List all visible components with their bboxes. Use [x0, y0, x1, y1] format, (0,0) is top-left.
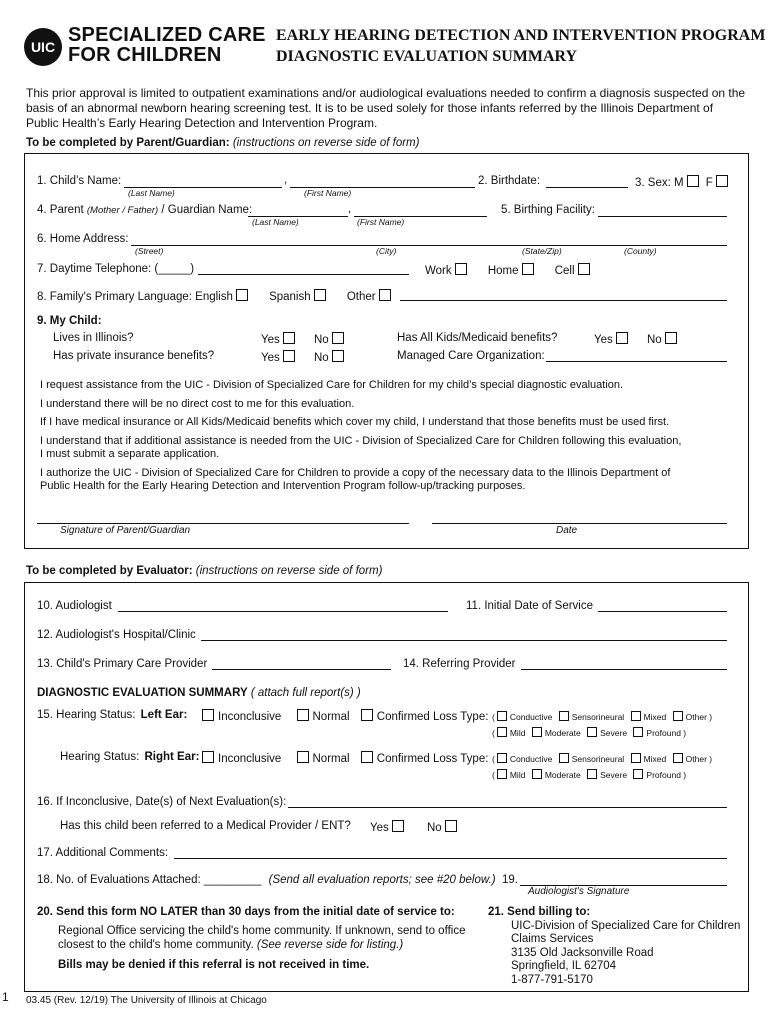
- phone-type-options: [425, 263, 594, 277]
- sensorineural-label: Sensorineural: [571, 754, 625, 764]
- right-mild-checkbox[interactable]: [497, 769, 507, 779]
- moderate-label: Moderate: [544, 728, 581, 738]
- item-20-line-2-note: (See reverse side for listing.): [256, 939, 404, 951]
- logo-line-1: SPECIALIZED CARE: [68, 24, 266, 46]
- hearing-status-label: Hearing Status:: [60, 751, 140, 763]
- private-insurance-label: Has private insurance benefits?: [53, 350, 215, 362]
- paren-open: (: [492, 728, 495, 738]
- evaluator-section-heading: [26, 565, 382, 577]
- daytime-phone-field[interactable]: [198, 274, 409, 275]
- item-21-title: 21. Send billing to:: [488, 906, 591, 918]
- next-eval-label: 16. If Inconclusive, Date(s) of Next Evaluation(s):: [37, 796, 287, 808]
- parent-name-label: [37, 204, 252, 216]
- item-19-label: 19.: [502, 874, 518, 886]
- other-label: Other: [685, 712, 707, 722]
- parent-label-italic: (Mother / Father): [86, 205, 159, 216]
- parent-label-post: / Guardian Name:: [161, 204, 253, 216]
- spanish-label: Spanish: [269, 291, 311, 303]
- referred-options: [370, 820, 461, 834]
- mixed-label: Mixed: [643, 754, 667, 764]
- home-address-label: 6. Home Address:: [37, 233, 129, 245]
- language-row: [37, 289, 395, 303]
- left-loss-type-options: [492, 711, 712, 722]
- all-kids-options: [594, 332, 681, 346]
- statement-1: I request assistance from the UIC - Division of Specialized Care for Children for my child’s special diagnostic evaluation.: [40, 379, 624, 391]
- primary-care-field[interactable]: [212, 669, 391, 670]
- city-caption: (City): [376, 246, 397, 256]
- home-checkbox[interactable]: [522, 263, 534, 275]
- parent-label-pre: 4. Parent: [37, 204, 84, 216]
- birthdate-field[interactable]: [546, 187, 628, 188]
- paren-close: ): [683, 728, 687, 738]
- right-ear-hearing-status: [60, 751, 199, 763]
- right-profound-checkbox[interactable]: [633, 769, 643, 779]
- statement-5a: I authorize the UIC - Division of Specialized Care for Children to provide a copy of the necessary data to the Illinois Department of: [40, 466, 671, 479]
- page-title: [276, 25, 765, 67]
- parent-heading-label: To be completed by Parent/Guardian:: [26, 137, 230, 149]
- parent-section-heading: [26, 137, 419, 149]
- hearing-status-label: 15. Hearing Status:: [37, 709, 136, 721]
- logo-text: [68, 25, 266, 65]
- confirmed-loss-label: Confirmed Loss Type:: [376, 711, 489, 723]
- left-sensorineural-checkbox[interactable]: [559, 711, 569, 721]
- billing-line-1: UIC-Division of Specialized Care for Children: [511, 919, 741, 932]
- inconclusive-label: Inconclusive: [218, 753, 282, 765]
- normal-label: Normal: [312, 753, 350, 765]
- num-evals-note: (Send all evaluation reports; see #20 below.): [268, 874, 496, 886]
- severe-label: Severe: [600, 728, 628, 738]
- yes-label: Yes: [261, 352, 280, 364]
- last-name-caption: (Last Name): [128, 188, 175, 198]
- right-other-checkbox[interactable]: [673, 753, 683, 763]
- billing-line-5: 1-877-791-5170: [511, 973, 593, 986]
- left-moderate-checkbox[interactable]: [532, 727, 542, 737]
- hospital-label: 12. Audiologist's Hospital/Clinic: [37, 629, 196, 641]
- billing-line-2: Claims Services: [511, 933, 594, 945]
- left-ear-hearing-status: [37, 709, 187, 721]
- comma: ,: [284, 174, 288, 186]
- uic-logo-mark: UIC: [24, 28, 62, 66]
- right-sensorineural-checkbox[interactable]: [559, 753, 569, 763]
- left-other-checkbox[interactable]: [673, 711, 683, 721]
- lives-yes-checkbox[interactable]: [283, 332, 295, 344]
- additional-comments-field[interactable]: [174, 858, 727, 859]
- my-child-label: 9. My Child:: [37, 315, 102, 327]
- state-zip-caption: (State/Zip): [522, 246, 562, 256]
- confirmed-loss-label: Confirmed Loss Type:: [376, 753, 489, 765]
- yes-label: Yes: [261, 334, 280, 346]
- intro-paragraph: [26, 86, 745, 131]
- birthdate-label: 2. Birthdate:: [478, 175, 541, 187]
- right-normal-checkbox[interactable]: [297, 751, 309, 763]
- consent-statements: [40, 379, 681, 494]
- paren-open: (: [492, 712, 495, 722]
- managed-care-field[interactable]: [546, 361, 727, 362]
- cell-label: Cell: [554, 265, 575, 277]
- left-profound-checkbox[interactable]: [633, 727, 643, 737]
- primary-care-label: 13. Child's Primary Care Provider: [37, 658, 208, 670]
- left-ear-status-options: [199, 709, 488, 723]
- statement-2: I understand there will be no direct cost to me for this evaluation.: [40, 397, 355, 410]
- num-evals-row: [37, 874, 496, 886]
- conductive-label: Conductive: [509, 754, 553, 764]
- right-ear-label: Right Ear:: [144, 751, 200, 763]
- left-normal-checkbox[interactable]: [297, 709, 309, 721]
- page-number: 1: [2, 990, 9, 1004]
- item-20-line-2-text: closest to the child's home community.: [58, 939, 254, 951]
- item-20-title: 20. Send this form NO LATER than 30 days from the initial date of service to:: [37, 906, 455, 918]
- parent-heading-note: (instructions on reverse side of form): [232, 137, 420, 149]
- english-checkbox[interactable]: [236, 289, 248, 301]
- street-caption: (Street): [135, 246, 164, 256]
- home-label: Home: [487, 265, 519, 277]
- left-conductive-checkbox[interactable]: [497, 711, 507, 721]
- sensorineural-label: Sensorineural: [571, 712, 625, 722]
- form-id: 03.45 (Rev. 12/19) The University of Illinois at Chicago: [26, 995, 267, 1006]
- initial-date-field[interactable]: [598, 611, 727, 612]
- paren-close: ): [683, 770, 687, 780]
- cell-checkbox[interactable]: [578, 263, 590, 275]
- conductive-label: Conductive: [509, 712, 553, 722]
- parent-signature-field[interactable]: [37, 523, 409, 524]
- lives-in-illinois-options: [261, 332, 348, 346]
- right-severe-checkbox[interactable]: [587, 769, 597, 779]
- summary-title-note: ( attach full report(s) ): [250, 687, 361, 699]
- work-label: Work: [425, 265, 452, 277]
- normal-label: Normal: [312, 711, 350, 723]
- item-20-body: [58, 924, 465, 972]
- billing-line-3: 3135 Old Jacksonville Road: [511, 946, 654, 959]
- referred-yes-checkbox[interactable]: [392, 820, 404, 832]
- right-ear-status-options: [199, 751, 488, 765]
- left-severe-checkbox[interactable]: [587, 727, 597, 737]
- next-eval-field[interactable]: [288, 807, 727, 808]
- statement-3: If I have medical insurance or All Kids/Medicaid benefits which cover my child, I understand that those benefits must be used first.: [40, 416, 670, 428]
- statement-4a: I understand that if additional assistance is needed from the UIC - Division of Specialized Care for Children following this evaluation,: [40, 434, 682, 447]
- parent-last-name-caption: (Last Name): [252, 217, 299, 227]
- paren-close: ): [709, 712, 713, 722]
- audiologist-field[interactable]: [118, 611, 448, 612]
- left-severity-options: [492, 727, 686, 738]
- managed-care-label: Managed Care Organization:: [397, 350, 545, 362]
- title-line-1: EARLY HEARING DETECTION AND INTERVENTION PROGRAM: [276, 27, 766, 44]
- county-caption: (County): [624, 246, 657, 256]
- right-mixed-checkbox[interactable]: [631, 753, 641, 763]
- birthing-facility-field[interactable]: [598, 216, 727, 217]
- yes-label: Yes: [594, 334, 613, 346]
- mixed-label: Mixed: [643, 712, 667, 722]
- insurance-no-checkbox[interactable]: [332, 350, 344, 362]
- summary-title-label: DIAGNOSTIC EVALUATION SUMMARY: [37, 687, 248, 699]
- sex-label: [635, 175, 732, 189]
- intro-line-3: Public Health’s Early Hearing Detection and Intervention Program.: [26, 116, 378, 130]
- referred-label: Has this child been referred to a Medical Provider / ENT?: [60, 820, 351, 832]
- intro-line-2: basis of an abnormal newborn hearing screening test. It is to be used solely for those infants referred by the Illinois Department of: [26, 101, 714, 115]
- language-label: 8. Family's Primary Language: English: [37, 291, 233, 303]
- parent-date-field[interactable]: [432, 523, 727, 524]
- right-loss-type-options: [492, 753, 712, 764]
- billing-line-4: Springfield, IL 62704: [511, 960, 617, 972]
- additional-comments-label: 17. Additional Comments:: [37, 847, 169, 859]
- right-confirmed-loss-checkbox[interactable]: [361, 751, 373, 763]
- lives-no-checkbox[interactable]: [332, 332, 344, 344]
- statement-4b: I must submit a separate application.: [40, 448, 220, 460]
- hospital-field[interactable]: [201, 640, 727, 641]
- other-label: Other: [685, 754, 707, 764]
- evaluator-heading-label: To be completed by Evaluator:: [26, 565, 193, 577]
- summary-title: [37, 687, 361, 699]
- mild-label: Mild: [509, 770, 526, 780]
- mild-label: Mild: [509, 728, 526, 738]
- right-inconclusive-checkbox[interactable]: [202, 751, 214, 763]
- right-conductive-checkbox[interactable]: [497, 753, 507, 763]
- no-label: No: [646, 334, 662, 346]
- left-mixed-checkbox[interactable]: [631, 711, 641, 721]
- right-severity-options: [492, 769, 686, 780]
- profound-label: Profound: [646, 770, 681, 780]
- other-language-field[interactable]: [400, 300, 727, 301]
- item-20-warning: Bills may be denied if this referral is not received in time.: [58, 959, 370, 971]
- parent-date-caption: Date: [556, 525, 578, 536]
- paren-open: (: [492, 770, 495, 780]
- num-evals-label: 18. No. of Evaluations Attached: _________: [37, 874, 262, 886]
- audiologist-signature-caption: Audiologist's Signature: [528, 886, 630, 897]
- intro-line-1: This prior approval is limited to outpatient examinations and/or audiological evaluations needed to confirm a diagnosis suspected on the: [26, 86, 746, 100]
- sex-m-label: 3. Sex: M: [635, 177, 684, 189]
- spanish-checkbox[interactable]: [314, 289, 326, 301]
- left-inconclusive-checkbox[interactable]: [202, 709, 214, 721]
- private-insurance-options: [261, 350, 348, 364]
- left-ear-label: Left Ear:: [140, 709, 188, 721]
- referring-field[interactable]: [521, 669, 727, 670]
- birthing-facility-label: 5. Birthing Facility:: [501, 204, 595, 216]
- daytime-phone-label: 7. Daytime Telephone: (_____): [37, 263, 195, 275]
- sex-f-label: F: [705, 177, 713, 189]
- evaluator-heading-note: (instructions on reverse side of form): [195, 565, 383, 577]
- inconclusive-label: Inconclusive: [218, 711, 282, 723]
- item-20-line-2: [58, 938, 465, 952]
- all-kids-yes-checkbox[interactable]: [616, 332, 628, 344]
- parent-signature-caption: Signature of Parent/Guardian: [60, 525, 191, 536]
- first-name-caption: (First Name): [304, 188, 352, 198]
- referring-label: 14. Referring Provider: [403, 658, 516, 670]
- other-language-label: Other: [346, 291, 376, 303]
- referred-no-checkbox[interactable]: [445, 820, 457, 832]
- title-line-2: DIAGNOSTIC EVALUATION SUMMARY: [276, 48, 578, 65]
- sex-m-checkbox[interactable]: [687, 175, 699, 187]
- statement-5b: Public Health for the Early Hearing Detection and Intervention Program follow-up/tracking purposes.: [40, 480, 526, 492]
- left-confirmed-loss-checkbox[interactable]: [361, 709, 373, 721]
- childs-name-label: 1. Child’s Name:: [37, 175, 122, 187]
- item-20-line-1: Regional Office servicing the child's home community. If unknown, send to office: [58, 925, 466, 937]
- right-moderate-checkbox[interactable]: [532, 769, 542, 779]
- work-checkbox[interactable]: [455, 263, 467, 275]
- left-mild-checkbox[interactable]: [497, 727, 507, 737]
- audiologist-label: 10. Audiologist: [37, 600, 112, 612]
- no-label: No: [313, 334, 329, 346]
- initial-date-label: 11. Initial Date of Service: [466, 600, 593, 612]
- paren-open: (: [492, 754, 495, 764]
- all-kids-no-checkbox[interactable]: [665, 332, 677, 344]
- profound-label: Profound: [646, 728, 681, 738]
- billing-address: [488, 906, 740, 987]
- parent-first-name-caption: (First Name): [357, 217, 405, 227]
- other-language-checkbox[interactable]: [379, 289, 391, 301]
- paren-close: ): [709, 754, 713, 764]
- logo-line-2: FOR CHILDREN: [68, 44, 222, 66]
- no-label: No: [426, 822, 442, 834]
- lives-in-illinois-label: Lives in Illinois?: [53, 332, 134, 344]
- no-label: No: [313, 352, 329, 364]
- comma-2: ,: [348, 203, 352, 215]
- yes-label: Yes: [370, 822, 389, 834]
- all-kids-label: Has All Kids/Medicaid benefits?: [397, 332, 558, 344]
- moderate-label: Moderate: [544, 770, 581, 780]
- insurance-yes-checkbox[interactable]: [283, 350, 295, 362]
- severe-label: Severe: [600, 770, 628, 780]
- sex-f-checkbox[interactable]: [716, 175, 728, 187]
